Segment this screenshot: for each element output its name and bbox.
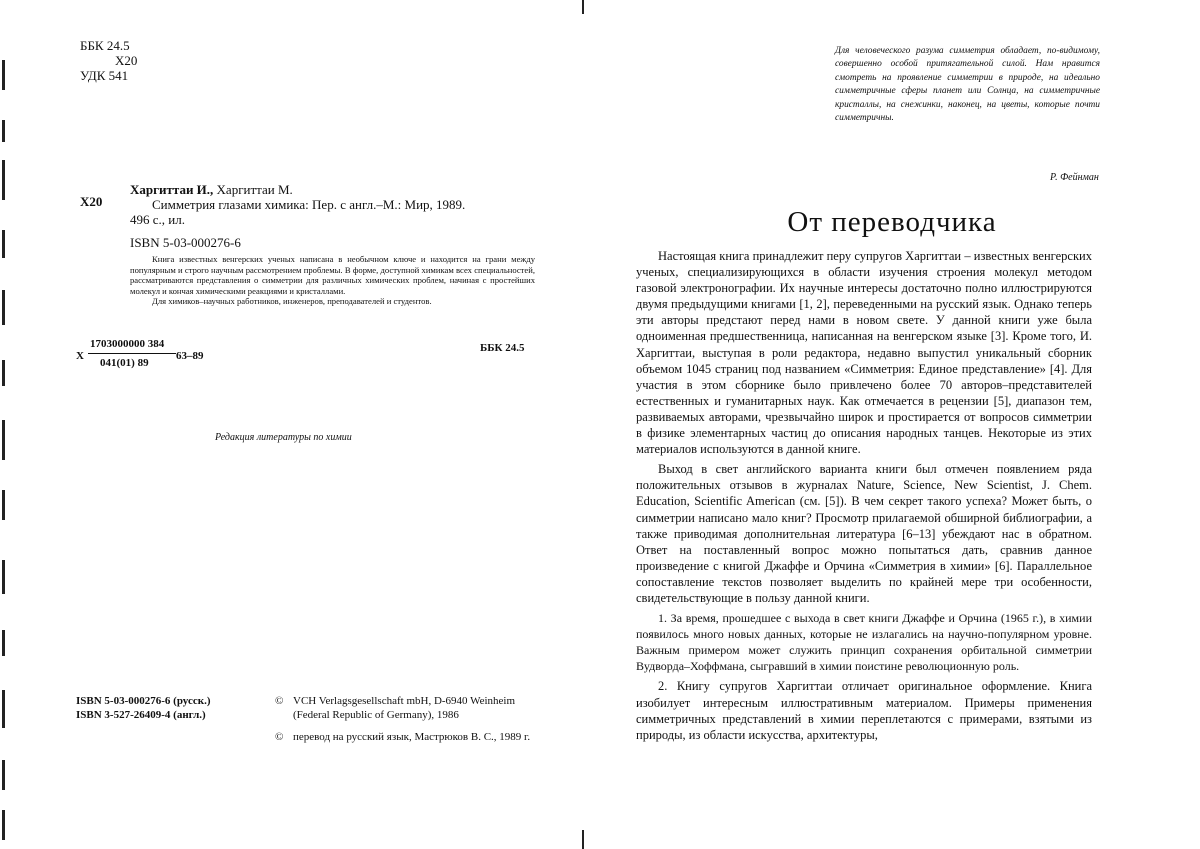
epigraph: Для человеческого разума симметрия обладает, по-видимому, совершенно особой притягательной силой. Нам нравится смотреть на проявление симметрии в природе, на идеально симметричные сферы планет или Солнца, на симметричные кристаллы, на снежинки, наконец, на цветы, которые почти симметричны. [835,46,1100,124]
paragraph: 2. Книгу супругов Харгиттаи отличает оригинальное оформление. Книга изобилует интересным иллюстративным материалом. Примеры применения симметричных представлений в химии переплетаются с примерами, взятыми из природы, из области искусства, архитектуры, [636,679,1092,742]
udk-code: УДК 541 [80,68,129,83]
copyright-translation-text: перевод на русский язык, Мастрюков В. С., 1989 г. [293,731,531,743]
fraction-suffix: 63–89 [176,350,204,362]
catalog-fraction [76,338,216,372]
body-text [636,248,1092,743]
editorial-office: Редакция литературы по химии [215,432,352,443]
bib-pages: 496 с., ил. [130,212,185,227]
bibliographic-record [80,182,550,307]
fraction-denominator: 041(01) 89 [100,357,149,369]
isbn-russian: ISBN 5-03-000276-6 (русск.) [76,695,211,707]
copyright-translation [275,730,540,744]
paragraph: 1. За время, прошедшее с выхода в свет книги Джаффе и Орчина (1965 г.), в химии появилось много новых данных, которые не излагались на научно-популярном уровне. Важным примером может служить принцип сохранения орбитальной симметрии Вудворда–Хоффмана, сыгравший в химии поистине революционную роль. [636,611,1092,674]
copyright-notices [275,694,540,744]
left-page [0,0,582,849]
bbk-code: ББК 24.5 [80,38,130,53]
bib-annotation [130,254,535,307]
bbk-code-bottom: ББК 24.5 [480,342,525,354]
fraction-numerator: 1703000000 384 [90,338,165,350]
epigraph-author: Р. Фейнман [1050,172,1099,183]
bib-title: Симметрия глазами химика: Пер. с англ.–М.: Мир, 1989. [152,197,466,212]
book-spine [582,0,584,849]
chapter-title: От переводчика [787,206,997,238]
bib-isbn: ISBN 5-03-000276-6 [130,235,241,250]
classification-codes [80,38,137,83]
bib-authors: Харгиттаи И., [130,182,214,197]
copyright-original [275,694,540,722]
isbn-english: ISBN 3-527-26409-4 (англ.) [76,709,206,721]
isbn-list [76,694,210,722]
bib-code: Х20 [80,194,103,209]
fraction-bar [88,353,176,354]
annotation-audience: Для химиков–научных работников, инженеров, преподавателей и студентов. [152,296,432,307]
paragraph: Выход в свет английского варианта книги был отмечен появлением ряда положительных отзывов в журналах Nature, Science, New Scientist, J. Chem. Education, Scientific American (см. [5]). В чем секрет такого успеха? Может быть, о симметрии написано мало книг? Просмотр прилагаемой обширной библиографии, а также приводимая дополнительная литература [6–13] убеждают нас в обратном. Ответ на поставленный вопрос можно попытаться дать, сравнив данное произведение с книгой Джаффе и Орчина «Симметрия в химии» [6]. Параллельное сопоставление текстов позволяет выделить по крайней мере три особенности, свидетельствующие в пользу данной книги. [636,462,1092,605]
author-mark: Х20 [115,53,138,68]
paragraph: Настоящая книга принадлежит перу супругов Харгиттаи – известных венгерских ученых, специализирующихся в области изучения строения молекул методом газовой электронографии. Их научные интересы достаточно полно иллюстрируются двумя предыдущими книгами [1, 2], переведенными на русский язык. Однако теперь эти авторы предстают перед нами в новом свете. У данной книги уже была одноименная предшественница, написанная на венгерском языке [3]. Кроме того, И. Харгиттаи, выступая в роли редактора, недавно выпустил уникальный сборник объемом 1045 страниц под названием «Симметрия: Единое представление» [4]. Для участия в этом сборнике было привлечено более 70 авторов–представителей естественных и гуманитарных наук. Как отмечается в рецензии [5], диапазон тем, развиваемых авторами, чрезвычайно широк и простирается от вопросов симметрии в физике элементарных частиц до описания народных танцев. Некоторые из этих материалов используются в данной книге. [636,249,1092,457]
fraction-prefix: Х [76,350,84,362]
bib-authors-cont: Харгиттаи М. [213,182,293,197]
copyright-icon: © [275,731,284,743]
copyright-icon: © [275,695,284,707]
annotation-text: Книга известных венгерских ученых написана в необычном ключе и находится на грани между популярным и строго научным рассмотрением проблемы. В форме, доступной химикам всех специальностей, рассматриваются представления о симметрии для различных химических проблем, начиная с простейших молекул и кончая химическими реакциями и кристаллами. [130,254,535,296]
copyright-original-text: VCH Verlagsgesellschaft mbH, D-6940 Weinheim (Federal Republic of Germany), 1986 [293,695,516,721]
